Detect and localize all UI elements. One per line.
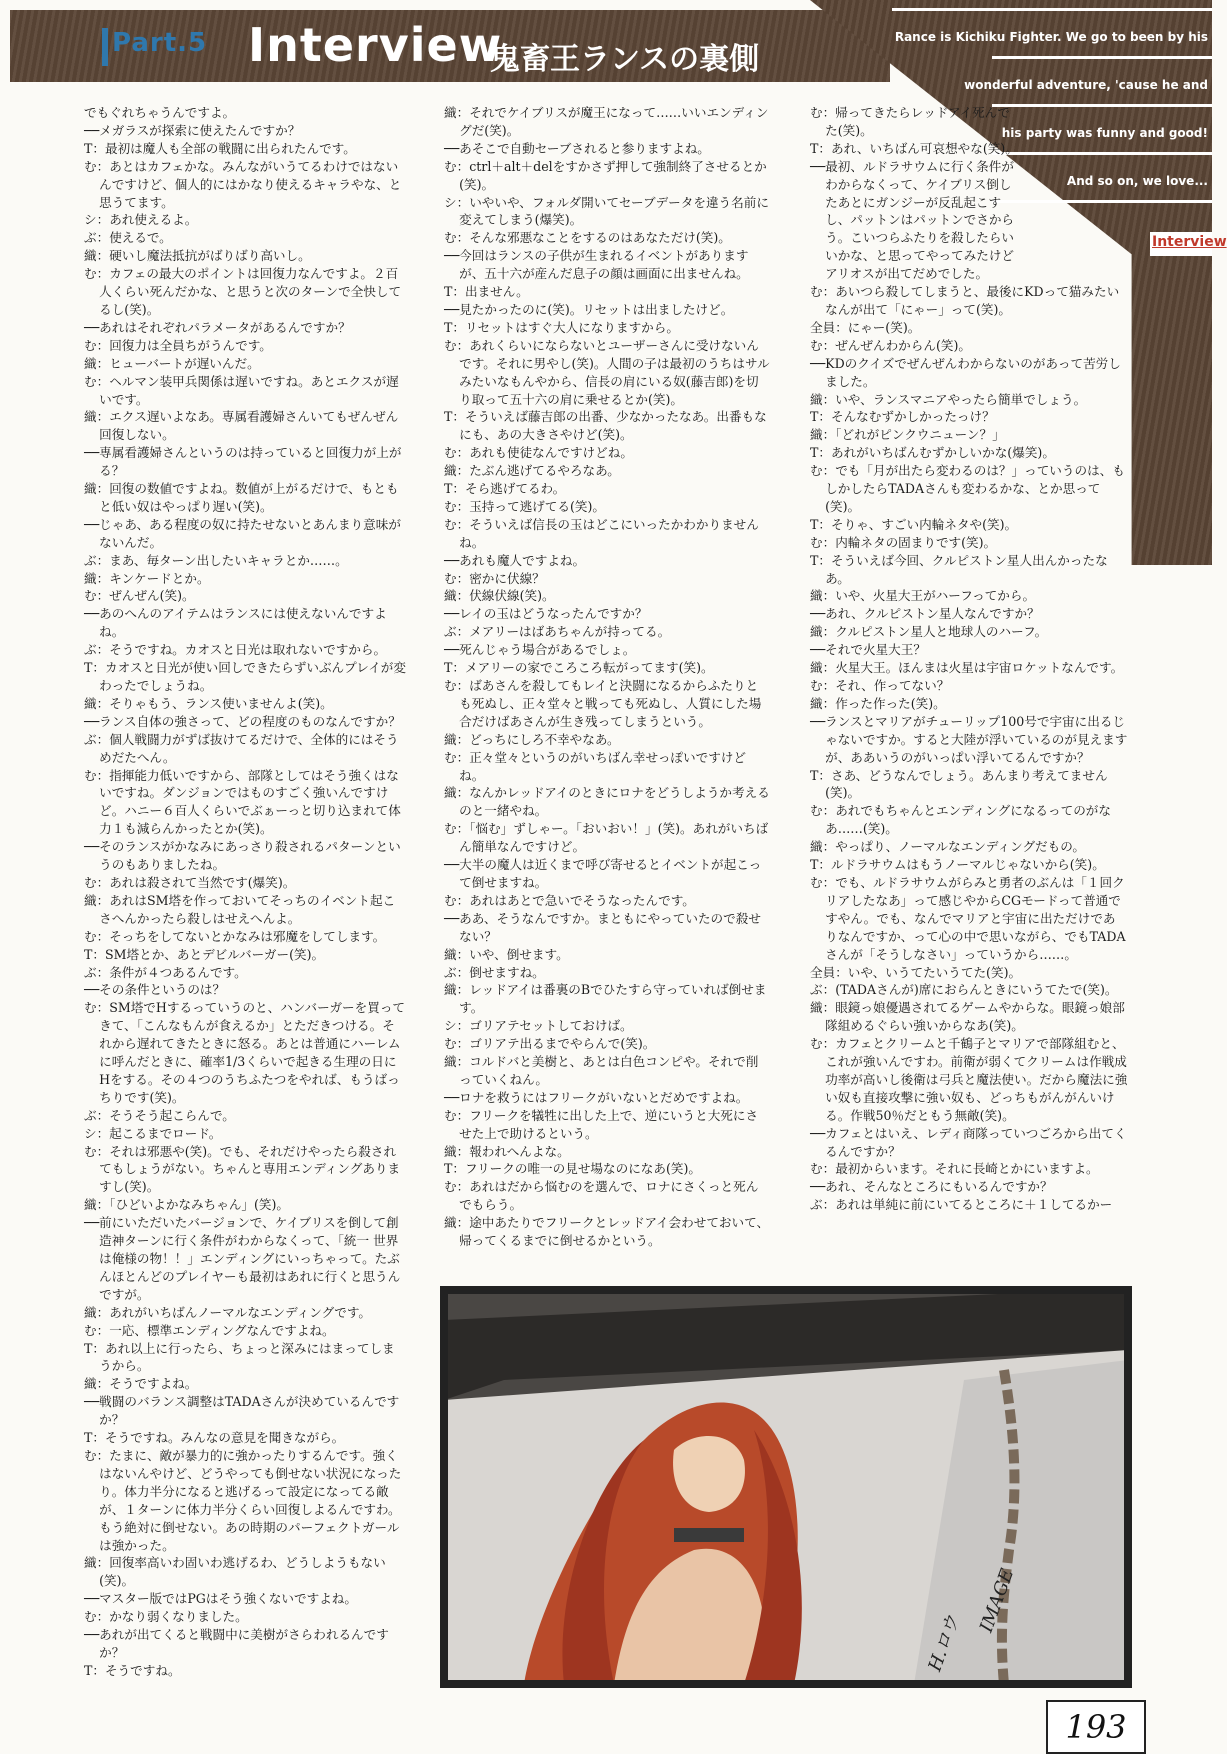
tagline-rule bbox=[892, 8, 1212, 11]
interview-line: む：「悩む」ずしゃー。「おいおい！」(笑)。あれがいちばん簡単なんですけど。 bbox=[444, 821, 769, 855]
interview-line: 全員：いや、いうてたいうてた(笑)。 bbox=[810, 964, 1022, 980]
interview-line: む：カフェとクリームと千鶴子とマリアで部隊組むと、これが強いんですわ。前衛が弱くてクリームは作戦成功率が高いし後衛は弓兵と魔法使い。だから魔法に強い奴も直接攻撃に強い奴も、どっちもがんがんいける。作戦50％だともう無敵(笑)。 bbox=[810, 1036, 1128, 1123]
interview-line: シ：起こるまでロード。 bbox=[84, 1125, 222, 1141]
interview-line: ──あれ、クルピストン星人なんですか？ bbox=[810, 606, 1040, 622]
interview-line: ──メガラスが探索に使えたんですか？ bbox=[84, 122, 301, 138]
interview-line: ──あのへんのアイテムはランスには使えないんですよね。 bbox=[84, 606, 387, 640]
interview-line: ──大半の魔人は近くまで呼び寄せるとイベントが起こって倒せますね。 bbox=[444, 857, 762, 890]
interview-line: 織：回復の数値ですよね。数値が上がるだけで、もともと低い奴はやっぱり遅い(笑)。 bbox=[84, 481, 399, 514]
interview-line: 織：コルドバと美樹と、あとは白色コンピや。それで削っていくねん。 bbox=[444, 1054, 759, 1087]
interview-line: ──ロナを救うにはフリークがいないとだめですよね。 bbox=[444, 1089, 749, 1105]
interview-line: ──マスター版ではPGはそう強くないですよね。 bbox=[84, 1591, 357, 1607]
interview-line: む：それは邪悪や(笑)。でも、それだけやったら殺されてもしょうがない。ちゃんと専用エンディングありますし(笑)。 bbox=[84, 1143, 401, 1195]
interview-line: T：最初は魔人も全部の戦闘に出られたんです。 bbox=[84, 140, 356, 156]
illustration-signature: H.ロウ bbox=[924, 1612, 964, 1675]
interview-line: む：ヘルマン装甲兵関係は遅いですね。あとエクスが遅いです。 bbox=[84, 373, 399, 407]
interview-line: む：ぜんぜん(笑)。 bbox=[84, 588, 195, 604]
interview-line: T：そんなむずかしかったっけ？ bbox=[810, 409, 995, 425]
interview-line: ぶ：まあ、毎ターン出したいキャラとか……。 bbox=[84, 552, 348, 568]
interview-line: ぶ：あれは単純に前にいてるところに＋１してるかー bbox=[810, 1197, 1113, 1213]
interview-line: ──ああ、そうなんですか。まともにやっていたので殺せない？ bbox=[444, 910, 761, 944]
interview-line: ぶ：条件が４つあるんです。 bbox=[84, 964, 247, 980]
interview-line: ──KDのクイズでぜんぜんわからないのがあって苦労しました。 bbox=[810, 355, 1121, 389]
interview-line: む：あいつら殺してしまうと、最後にKDって猫みたいなんが出て「にゃー」って(笑)。 bbox=[810, 284, 1120, 317]
interview-line: でもぐれちゃうんですよ。 bbox=[84, 105, 236, 120]
interview-line: む：そんな邪悪なことをするのはあなただけ(笑)。 bbox=[444, 230, 731, 246]
interview-line: T：ルドラサウムはもうノーマルじゃないから(笑)。 bbox=[810, 857, 1105, 873]
illustration bbox=[444, 1290, 1128, 1684]
interview-line: む：それ、作ってない？ bbox=[810, 678, 950, 693]
interview-line: T：フリークの唯一の見せ場なのになあ(笑)。 bbox=[444, 1161, 702, 1177]
interview-line: 織：いや、倒せます。 bbox=[444, 946, 569, 962]
interview-line: 織：あれがいちばんノーマルなエンディングです。 bbox=[84, 1304, 372, 1320]
interview-line: T：そういえば今回、クルピストン星人出んかったなあ。 bbox=[810, 552, 1108, 586]
interview-line: 織：やっぱり、ノーマルなエンディングだもの。 bbox=[810, 839, 1085, 855]
tagline-line: his party was funny and good! bbox=[1001, 126, 1208, 140]
interview-line: T：あれ、いちばん可哀想やな(笑)。 bbox=[810, 140, 1018, 156]
interview-line: ぶ：メアリーはばあちゃんが持ってる。 bbox=[444, 624, 671, 640]
interview-line: 織：回復率高いわ固いわ逃げるわ、どうしようもない(笑)。 bbox=[84, 1555, 386, 1589]
interview-line: む：帰ってきたらレッドアイ死んでた(笑)。 bbox=[810, 105, 1010, 138]
interview-line: ──あれはそれぞれパラメータがあるんですか？ bbox=[84, 319, 351, 335]
interview-line: ──あれ、そんなところにもいるんですか？ bbox=[810, 1179, 1053, 1195]
interview-line: む：あれは殺されて当然です(爆笑)。 bbox=[84, 874, 296, 890]
interview-line: 織：途中あたりでフリークとレッドアイ会わせておいて、帰ってくるまでに倒せるかという。 bbox=[444, 1215, 770, 1249]
interview-line: T：SM塔とか、あとデビルバーガー(笑)。 bbox=[84, 946, 325, 962]
interview-line: ──最初、ルドラサウムに行く条件がわからなくって、ケイブリス倒したあとにガンジーが反乱起こすし、パットンはパットンでさからう。こいつらふたりを殺したらいいかな、と思ってやってみたけどアリオスが出てだめでした。 bbox=[810, 158, 1015, 282]
interview-line: む：でも「月が出たら変わるのは？」っていうのは、もしかしたらTADAさんも変わるかな、とか思って(笑)。 bbox=[810, 463, 1125, 514]
interview-line: 織：クルピストン星人と地球人のハーフ。 bbox=[810, 624, 1048, 640]
interview-line: む：あれくらいにならないとユーザーさんに受けないんです。それに男やし(笑)。人間の子は最初のうちはサルみたいなもんやから、信長の肩にいる奴(藤吉郎)を切り取って五十六の肩に乗せるとか(笑)。 bbox=[444, 337, 770, 407]
interview-line: ──今回はランスの子供が生まれるイベントがありますが、五十六が産んだ息子の顔は画面に出ませんね。 bbox=[444, 248, 749, 282]
interview-line: 織：作った作った(笑)。 bbox=[810, 695, 946, 711]
interview-line: む：でも、ルドラサウムがらみと勇者のぶんは「１回クリアしたなあ」って感じやからCGモードって普通ですやん。でも、なんでマリアと宇宙に出ただけでありなんですか、って心の中で思いながら、でもTADAさんが「そうしなさい」っていうから……。 bbox=[810, 874, 1126, 962]
interview-line: 織：伏線伏線(笑)。 bbox=[444, 588, 555, 604]
tagline-line: Rance is Kichiku Fighter. We go to been by his bbox=[894, 30, 1208, 44]
interview-line: む：回復力は全員ちがうんです。 bbox=[84, 337, 272, 353]
interview-line: T：そら逃げてるわ。 bbox=[444, 481, 566, 497]
interview-line: む：指揮能力低いですから、部隊としてはそう強くはないですね。ダンジョンではものすごく強いんですけど。ハニー６百人くらいでぶぁーっと切り込まれて体力１も減らんかったとか(笑)。 bbox=[84, 767, 401, 837]
interview-line: ぶ：(TADAさんが)席におらんときにいうてたで(笑)。 bbox=[810, 982, 1118, 998]
interview-line: ──前にいただいたバージョンで、ケイブリスを倒して創造神ターンに行く条件がわからなくって、「統一 世界は俺様の物！！」エンディングにいっちゃって。たぶんほとんどのプレイヤーも最初はあれに行くと思うんですが。 bbox=[84, 1215, 401, 1302]
interview-line: 全員：にゃー(笑)。 bbox=[810, 319, 921, 335]
interview-line: T：そりゃ、すごい内輪ネタや(笑)。 bbox=[810, 516, 1018, 532]
interview-line: ぶ：個人戦闘力がずば抜けてるだけで、全体的にはそうめだたへん。 bbox=[84, 731, 399, 765]
interview-line: 織：報われへんよな。 bbox=[444, 1143, 570, 1159]
interview-line: ──あれが出てくると戦闘中に美樹がさらわれるんですか？ bbox=[84, 1627, 389, 1660]
interview-line: シ：いやいや、フォルダ開いてセーブデータを違う名前に変えてしまう(爆笑)。 bbox=[444, 194, 769, 228]
part-label: Part.5 bbox=[112, 28, 208, 58]
interview-line: 織：いや、ランスマニアやったら簡単でしょう。 bbox=[810, 391, 1087, 407]
interview-line: 織：硬いし魔法抵抗がばりばり高いし。 bbox=[84, 248, 311, 264]
interview-line: 織：キンケードとか。 bbox=[84, 570, 210, 586]
interview-line: ──ランス自体の強さって、どの程度のものなんですか？ bbox=[84, 713, 401, 729]
interview-line: む：あれも使徒なんですけどね。 bbox=[444, 445, 633, 461]
interview-line: ──戦闘のバランス調整はTADAさんが決めているんですか？ bbox=[84, 1394, 400, 1428]
interview-line: 織：エクス遅いよなあ。専属看護婦さんいてもぜんぜん回復しない。 bbox=[84, 409, 399, 443]
interview-line: む：ぜんぜんわからん(笑)。 bbox=[810, 337, 971, 353]
interview-line: 織：いや、火星大王がハーフってから。 bbox=[810, 588, 1036, 604]
interview-line: 織：眼鏡っ娘優遇されてるゲームやからな。眼鏡っ娘部隊組めるぐらい強いからなあ(笑)。 bbox=[810, 1000, 1125, 1034]
page-subtitle: 鬼畜王ランスの裏側 bbox=[490, 42, 760, 77]
interview-line: む：ばあさんを殺してもレイと決闘になるからふたりとも死ぬし、正々堂々と戦っても死ぬし、人質にした場合だけばあさんが生き残ってしまうという。 bbox=[444, 678, 762, 729]
interview-line: ぶ：そうそう起こらんで。 bbox=[84, 1107, 235, 1123]
interview-line: ──見たかったのに(笑)。リセットは出ましたけど。 bbox=[444, 301, 734, 317]
page-number: 193 bbox=[1046, 1700, 1146, 1754]
interview-line: む：カフェの最大のポイントは回復力なんですよ。２百人くらい死んだかな、と思うと次のターンで全快してるし(笑)。 bbox=[84, 266, 402, 317]
interview-line: 織：あれはSM塔を作っておいてそっちのイベント起こさへんかったら殺しはせえへんよ。 bbox=[84, 892, 396, 926]
interview-line: シ：ゴリアテセットしておけば。 bbox=[444, 1018, 633, 1034]
interview-line: ──あれも魔人ですよね。 bbox=[444, 552, 586, 568]
text-column-1 bbox=[84, 104, 406, 1680]
interview-line: む：そっちをしてないとかなみは邪魔をしてします。 bbox=[84, 928, 386, 944]
side-tab-label: Interview bbox=[1152, 234, 1227, 250]
tagline-rule bbox=[992, 56, 1212, 59]
interview-line: 織：なんかレッドアイのときにロナをどうしようか考えるのと一緒やね。 bbox=[444, 785, 770, 819]
interview-line: む：正々堂々というのがいちばん幸せっぽいですけどね。 bbox=[444, 749, 746, 783]
interview-line: む：そういえば信長の玉はどこにいったかわかりませんね。 bbox=[444, 516, 759, 550]
interview-line: ──それで火星大王？ bbox=[810, 642, 926, 658]
interview-line: T：メアリーの家でころころ転がってます(笑)。 bbox=[444, 660, 714, 676]
interview-line: T：リセットはすぐ大人になりますから。 bbox=[444, 319, 679, 335]
illustration-caption: IMAGE bbox=[975, 1565, 1019, 1636]
interview-line: む：かなり弱くなりました。 bbox=[84, 1609, 248, 1625]
interview-line: 織：それでケイブリスが魔王になって……いいエンディングだ(笑)。 bbox=[444, 105, 769, 138]
interview-line: む：ctrl＋alt＋delをすかさず押して強制終了させるとか(笑)。 bbox=[444, 158, 767, 192]
interview-line: T：あれ以上に行ったら、ちょっと深みにはまってしまうから。 bbox=[84, 1340, 395, 1374]
interview-line: 織：ヒューバートが遅いんだ。 bbox=[84, 355, 260, 371]
tagline-line: wonderful adventure, 'cause he and bbox=[964, 78, 1208, 92]
interview-line: む：玉持って逃げてる(笑)。 bbox=[444, 498, 605, 514]
interview-line: シ：あれ使えるよ。 bbox=[84, 212, 198, 228]
interview-line: 織：そりゃもう、ランス使いませんよ(笑)。 bbox=[84, 695, 333, 711]
interview-line: ──専属看護婦さんというのは持っていると回復力が上がる？ bbox=[84, 445, 402, 479]
interview-line: む：あとはカフェかな。みんながいうてるわけではないんですけど、個人的にはかなり使えるキャラやな、と思うてます。 bbox=[84, 158, 402, 210]
text-column-3 bbox=[810, 104, 1128, 1214]
interview-line: む：内輪ネタの固まりです(笑)。 bbox=[810, 534, 997, 550]
interview-line: ぶ：倒せますね。 bbox=[444, 964, 545, 980]
interview-line: 織：「ひどいよかなみちゃん」(笑)。 bbox=[84, 1197, 290, 1213]
interview-line: 織：レッドアイは番裏のBでひたすら守っていれば倒せます。 bbox=[444, 982, 767, 1016]
interview-line: ──その条件というのは？ bbox=[84, 982, 226, 998]
interview-line: 織：たぶん逃げてるやろなあ。 bbox=[444, 463, 620, 479]
interview-line: 織：そうですよね。 bbox=[84, 1376, 198, 1392]
interview-line: T：出ません。 bbox=[444, 284, 529, 300]
interview-line: ──レイの玉はどうなったんですか？ bbox=[444, 606, 648, 622]
interview-line: T：あれがいちばんむずかしいかな(爆笑)。 bbox=[810, 445, 1055, 461]
interview-line: 織：「どれがピンクウニューン？」 bbox=[810, 427, 1005, 443]
interview-line: む：密かに伏線？ bbox=[444, 570, 545, 586]
interview-line: む：たまに、敵が暴力的に強かったりするんです。強くはないんやけど、どうやっても倒せない状況になったり。体力半分になると逃げるって設定になってる敵が、１ターンに体力半分くらい回復しよるんですわ。もう絶対に倒せない。あの時期のパーフェクトガールは強かった。 bbox=[84, 1447, 402, 1553]
interview-line: む：一応、標準エンディングなんですよね。 bbox=[84, 1322, 335, 1338]
interview-line: T：そういえば藤吉郎の出番、少なかったなあ。出番もなにも、あの大きさやけど(笑)。 bbox=[444, 409, 767, 443]
interview-line: む：フリークを犠牲に出した上で、逆にいうと大死にさせた上で助けるという。 bbox=[444, 1107, 759, 1141]
interview-line: ぶ：使えるで。 bbox=[84, 230, 172, 246]
interview-line: む：ゴリアテ出るまでやらんで(笑)。 bbox=[444, 1036, 656, 1052]
interview-line: T：カオスと日光が使い回しできたらずいぶんプレイが変わったでしょうね。 bbox=[84, 660, 406, 693]
page-title: Interview bbox=[248, 18, 503, 72]
interview-line: ──そのランスがかなみにあっさり殺されるパターンというのもありましたね。 bbox=[84, 839, 401, 873]
interview-line: む：あれでもちゃんとエンディングになるってのがなあ……(笑)。 bbox=[810, 803, 1111, 837]
interview-line: ──じゃあ、ある程度の奴に持たせないとあんまり意味がないんだ。 bbox=[84, 516, 401, 550]
interview-line: ──ランスとマリアがチューリップ100号で宇宙に出るじゃないですか。すると大陸が浮いているのが見えますが、ああいうのがいっぱい浮いてるんですか？ bbox=[810, 713, 1128, 765]
interview-line: ぶ：そうですね。カオスと日光は取れないですから。 bbox=[84, 642, 387, 658]
interview-line: T：そうですね。みんなの意見を聞きながら。 bbox=[84, 1430, 345, 1446]
interview-line: む：あれはあとで急いでそうなったんです。 bbox=[444, 892, 695, 908]
illustration-artwork bbox=[444, 1290, 1128, 1684]
interview-line: む：最初からいます。それに長崎とかにいますよ。 bbox=[810, 1161, 1099, 1177]
interview-line: ──死んじゃう場合があるでしょ。 bbox=[444, 642, 636, 658]
interview-line: む：あれはだから悩むのを選んで、ロナにさくっと死んでもらう。 bbox=[444, 1179, 759, 1213]
tagline-line: And so on, we love... bbox=[1066, 174, 1208, 188]
interview-line: 織：どっちにしろ不幸やなあ。 bbox=[444, 731, 620, 747]
interview-line: ──カフェとはいえ、レディ商隊っていつごろから出てくるんですか？ bbox=[810, 1125, 1127, 1159]
text-column-2 bbox=[444, 104, 770, 1250]
interview-line: T：さあ、どうなんでしょう。あんまり考えてません(笑)。 bbox=[810, 767, 1108, 801]
interview-line: む：SM塔でHするっていうのと、ハンバーガーを買ってきて、「こんなもんが食えるか」とただきつける。それから遅れてきたときに怒る。あとは普通にハーレムに呼んだときに、確率1/3くらいで起きる生理の日にHをする。その４つのうちふたつをやれば、もうばっちりです(笑)。 bbox=[84, 1000, 406, 1105]
interview-line: 織：火星大王。ほんまは火星は宇宙ロケットなんです。 bbox=[810, 660, 1124, 676]
interview-line: ──あそこで自動セーブされると参りますよね。 bbox=[444, 140, 710, 156]
interview-line: T：そうですね。 bbox=[84, 1662, 181, 1678]
